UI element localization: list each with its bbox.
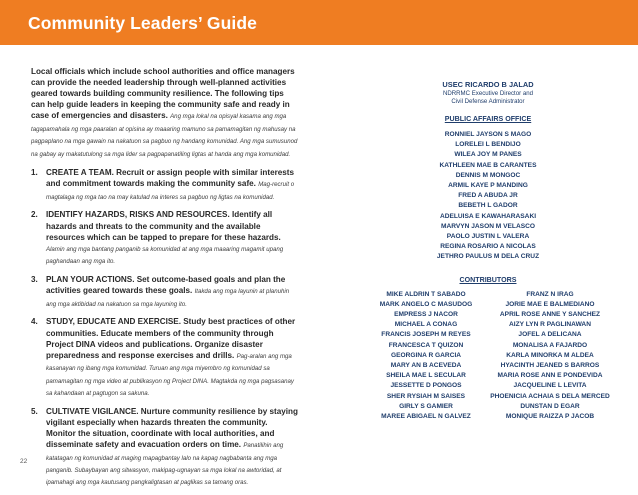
pao-name: REGINA ROSARIO A NICOLAS xyxy=(440,243,536,251)
pao-name: WILEA JOY M PANES xyxy=(454,151,522,159)
item-lead: CULTIVATE VIGILANCE. Nurture community resilience by staying vigilant especially when hazards threaten the community. Monitor the situation, coordinate with local authorities, and disseminate safety and evacuation orders on time. xyxy=(46,406,298,450)
item-lead: IDENTIFY HAZARDS, RISKS AND RESOURCES. Identify all hazards and threats to the community and the available resources which can be tapped to prepare for these hazards. xyxy=(46,210,281,242)
contributors-column-right xyxy=(488,290,612,423)
item-tagalog: Alamin ang mga bantang panganib sa komunidad at ang mga maaaring magamit upang paghandaan ang mga ito. xyxy=(46,245,284,266)
pao-name: BEBETH L GADOR xyxy=(458,202,518,210)
item-lead: CREATE A TEAM. Recruit or assign people with similar interests and commitment towards making the community safe. xyxy=(46,168,295,189)
item-lead: STUDY, EDUCATE AND EXERCISE. Study best practices of other communities. Educate members of the community through Project DINA videos and publications. Organize disaster preparedness and response exercises and drills. xyxy=(46,317,296,360)
item-tagalog: Itakda ang mga layunin at planuhin ang mga aktibidad na nakatuon sa mga layuning ito. xyxy=(46,288,290,308)
list-item xyxy=(31,406,299,489)
pao-name: JETHRO PAULUS M DELA CRUZ xyxy=(436,253,540,261)
intro-paragraph xyxy=(31,66,299,160)
contributor-name: APRIL ROSE ANNE Y SANCHEZ xyxy=(499,311,601,319)
contributor-name: PHOENICIA ACHAIA S DELA MERCED xyxy=(490,392,610,400)
item-number: 5. xyxy=(31,406,38,416)
list-item xyxy=(31,167,299,203)
pao-name: ARMIL KAYE P MANDING xyxy=(448,182,528,190)
usec-role-line-1: NDRRMC Executive Director and xyxy=(442,90,534,97)
contributor-name: AIZY LYN R PAGLINAWAN xyxy=(509,321,591,329)
page-title: Community Leaders’ Guide xyxy=(28,13,257,33)
item-number: 2. xyxy=(31,210,38,220)
contributor-name: FRANCIS JOSEPH M REYES xyxy=(381,331,471,339)
contributors-grid xyxy=(364,290,612,423)
contributor-name: JORIE MAE E BALMEDIANO xyxy=(505,300,595,308)
pao-name: DENNIS M MONGOC xyxy=(455,171,521,179)
list-item xyxy=(31,316,299,399)
contributor-name: MIKE ALDRIN T SABADO xyxy=(386,290,466,298)
item-tagalog: Panatilihin ang katatagan ng komunidad at maging mapagbantay lalo na kapag nagbabanta ang mga panganib. Subaybayan ang sitwasyon, makipag-ugnayan sa mga lokal na awtoridad, at ipamahagi ang mga kautusang pangkaligtasan at paglikas sa tamang oras. xyxy=(46,442,284,487)
pao-name: MARVYN JASON M VELASCO xyxy=(440,222,536,230)
contributor-name: FRANZ N IRAG xyxy=(526,290,574,298)
pao-name: FRED A ABUDA JR xyxy=(458,192,518,200)
contributor-name: MONALISA A FAJARDO xyxy=(512,341,588,349)
contributor-name: MONIQUE RAIZZA P JACOB xyxy=(505,413,595,421)
pao-name: ADELUISA E KAWAHARASAKI xyxy=(439,212,537,220)
tips-list xyxy=(31,167,299,489)
contributor-name: FRANCESCA T QUIZON xyxy=(388,341,464,349)
usec-role-line-2: Civil Defense Administrator xyxy=(451,98,525,105)
guide-body xyxy=(31,66,299,495)
usec-block xyxy=(364,80,612,106)
pao-name: LORELEI L BENDIJO xyxy=(455,141,521,149)
contributors-title: CONTRIBUTORS xyxy=(459,275,517,284)
contributor-name: SHEILA MAE L SECULAR xyxy=(386,372,466,380)
item-number: 3. xyxy=(31,275,38,284)
usec-name: USEC RICARDO B JALAD xyxy=(442,80,534,89)
contributor-name: HYACINTH JEANED S BARROS xyxy=(500,362,600,370)
list-item xyxy=(31,209,299,267)
pao-block xyxy=(364,114,612,263)
pao-names xyxy=(364,130,612,263)
item-number: 1. xyxy=(31,168,38,177)
credits-panel xyxy=(364,80,612,422)
contributors-block xyxy=(364,275,612,423)
list-item xyxy=(31,274,299,310)
contributor-name: JACQUELINE L LEVITA xyxy=(513,382,587,390)
item-lead: PLAN YOUR ACTIONS. Set outcome-based goals and plan the activities geared towards these goals. xyxy=(46,275,286,296)
intro-tagalog: Ang mga lokal na opisyal kasama ang mga tagapamahala ng mga paaralan at opisina ay maaaring mamuno sa pamamagitan ng mahusay na pagpaplano na mga gawain na nakatuon sa pagbuo ng handang komunidad. Ang mga sumusunod na gabay ay makatutulong sa mga lider sa pagpapanatiling ligtas at handa ang mga komunidad. xyxy=(31,113,298,158)
contributor-name: JOFEL A DELICANA xyxy=(518,331,582,339)
intro-text: Local officials which include school authorities and office managers can provide the needed leadership through well-planned activities geared towards building community resilience. The following tips can help guide leaders in keeping the community safe and ready in case of emergencies and disasters. xyxy=(31,67,295,121)
item-number: 4. xyxy=(31,317,38,327)
pao-name: RONNIEL JAYSON S MAGO xyxy=(444,131,532,138)
contributor-name: JESSETTE D PONGOS xyxy=(390,382,462,390)
contributor-name: EMPRESS J NACOR xyxy=(394,311,458,319)
contributor-name: DUNSTAN D EGAR xyxy=(520,402,580,410)
contributor-name: MAREE ABIGAEL N GALVEZ xyxy=(381,413,471,421)
contributor-name: GIRLY S GAMIER xyxy=(399,402,453,410)
contributor-name: MICHAEL A CONAG xyxy=(394,321,458,329)
item-tagalog: Mag-recruit o magtalaga ng mga tao na may katulad na interes sa pagbuo ng ligtas na komunidad. xyxy=(46,181,295,201)
item-tagalog: Pag-aralan ang mga kasanayan ng ibang mga komunidad. Turuan ang mga miyembro ng komunidad sa pamamagitan ng mga video at publikasyon ng Project DINA. Magtakda ng mga pagsasanay sa kahandaan at pagtugon sa sakuna. xyxy=(46,352,294,397)
contributor-name: MARIA ROSE ANN E PONDEVIDA xyxy=(497,372,603,380)
contributor-name: MARK ANGELO C MASUDOG xyxy=(379,300,473,308)
pao-name: PAOLO JUSTIN L VALERA xyxy=(446,233,530,241)
pao-name: KATHLEEN MAE B CARANTES xyxy=(439,161,537,169)
page-number: 22 xyxy=(20,458,28,465)
contributor-name: MARY AN B ACEVEDA xyxy=(390,362,462,370)
pao-title: PUBLIC AFFAIRS OFFICE xyxy=(444,115,532,123)
contributor-name: KARLA MINORKA M ALDEA xyxy=(506,351,594,359)
contributor-name: SHER RYSIAH M SAISES xyxy=(386,392,466,400)
contributors-column-left xyxy=(364,290,488,423)
contributor-name: GEORGINA R GARCIA xyxy=(390,351,462,359)
